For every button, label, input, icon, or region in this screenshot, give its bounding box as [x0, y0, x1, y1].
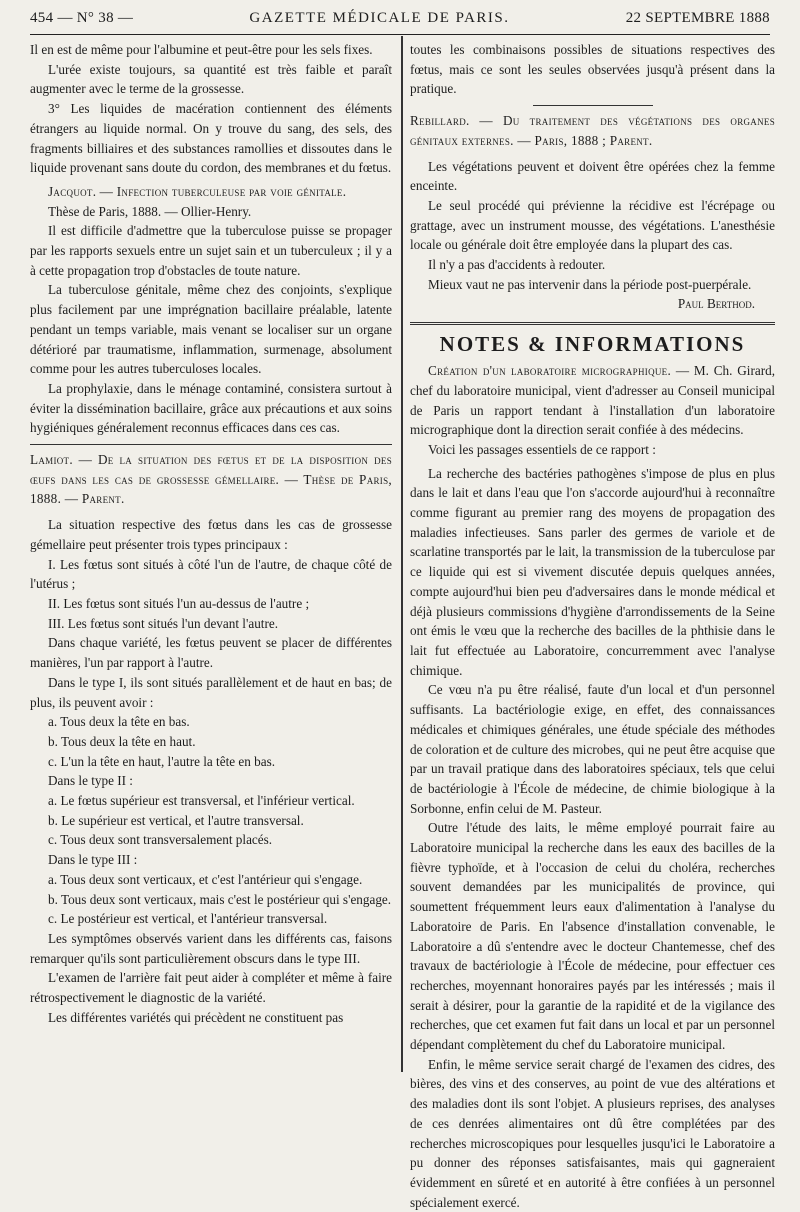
column-divider	[401, 36, 403, 1072]
article-author: Rebillard.	[410, 113, 470, 129]
list-item: c. L'un la tête en haut, l'autre la tête en bas.	[48, 753, 276, 769]
paragraph: Enfin, le même service serait chargé de l'examen des cidres, des bières, des vins et des conserves, au point de vue des altérations et des maladies dont ils sont l'objet. A plusieurs reprises, des analyses de ces denrées alimentaires ont dû être complétées par des recherches microscopiques pour lesquelles jusqu'ici le Laboratoire a pu donner des réponses satisfaisantes, mais qui gagneraient évidemment en sûreté et en autorité à être confiées à un personnel spécialement exercé.	[410, 1056, 775, 1210]
note-heading-paragraph	[410, 361, 775, 440]
section-title: NOTES & INFORMATIONS	[439, 332, 746, 357]
article-heading	[30, 450, 392, 509]
list-item: b. Le supérieur est vertical, et l'autre transversal.	[48, 812, 304, 828]
section-rule	[30, 444, 392, 445]
note-heading: Création d'un laboratoire micrographique.	[428, 363, 672, 379]
paragraph: L'urée existe toujours, sa quantité est très faible et paraît augmenter avec le terme de la grossesse.	[30, 61, 392, 97]
article-heading	[410, 111, 775, 150]
article-title: — De la situation des fœtus et de la disposition des œufs dans les cas de grossesse gémellaire. — Thèse de Paris, 1888. — Parent.	[30, 452, 393, 507]
page-number: 454 — N° 38 —	[30, 10, 134, 26]
article-author: Lamiot.	[30, 452, 73, 468]
paragraph: Les végétations peuvent et doivent être opérées chez la femme enceinte.	[410, 158, 775, 194]
paragraph: 3° Les liquides de macération contiennent des éléments étrangers au liquide normal. On y trouve du sang, des sels, des fragments billiaires et des substances ramollies et dissoutes dans le liquide provenant sans doute du cordon, des membranes et du fœtus.	[30, 101, 392, 176]
article-heading	[30, 182, 392, 202]
paragraph: Ce vœu n'a pu être réalisé, faute d'un local et d'un personnel suffisants. La bactériologie exige, en effet, des connaissances médicales et chimiques générales, une étude spéciale des méthodes de coloration et de culture des microbes, qui ne peut être acquise que par un travail pratique dans des laboratoires spéciaux, tels que celui de bactériologie à l'École de médecine, de chimie biologique à la Sorbonne, enfin celui de M. Pasteur.	[410, 682, 775, 816]
paragraph: Il est difficile d'admettre que la tuberculose puisse se propager par les rapports sexuels entre un sujet sain et un tuberculeux ; il y a à cette propagation trop d'obstacles de toute nature.	[30, 223, 392, 278]
list-item: a. Tous deux la tête en bas.	[48, 714, 190, 730]
paragraph: Il n'y a pas d'accidents à redouter.	[428, 257, 606, 273]
list-item: III. Les fœtus sont situés l'un devant l'autre.	[48, 615, 278, 631]
list-item: b. Tous deux sont verticaux, mais c'est le postérieur qui s'engage.	[48, 891, 392, 907]
paragraph: Les différentes variétés qui précèdent ne constituent pas	[48, 1009, 344, 1025]
paragraph: Outre l'étude des laits, le même employé pourrait faire au Laboratoire municipal la recherche dans les eaux des bacilles de la fièvre typhoïde, et à l'occasion de celui du choléra, recherches souvent demandées par les municipalités de province, qui soumettent fréquemment leurs eaux d'alimentation à l'analyse du Laboratoire de Paris. En l'absence d'installation convenable, le Laboratoire a dû s'entendre avec le docteur Chantemesse, chef des travaux de bactériologie à l'École de médecine, pour effectuer ces recherches, moyennant honoraires payés par les intéressés ; mais il serait à désirer, pour la garantie de la rapidité et de la vigilance des recherches, que cet examen fut fait dans un local et par un personnel dépendant complètement du chef du Laboratoire municipal.	[410, 820, 775, 1053]
page-header	[30, 10, 770, 32]
left-column	[30, 40, 392, 1070]
note-text: — M. Ch. Girard, chef du laboratoire municipal, vient d'adresser au Conseil municipal de Paris un rapport tendant à l'installation d'un laboratoire micrographique dont la direction serait confiée à des médecins.	[410, 363, 775, 438]
list-item: c. Tous deux sont transversalement placés.	[48, 832, 273, 848]
right-column	[410, 40, 775, 1210]
article-title: — Infection tuberculeuse par voie génitale.	[99, 183, 347, 199]
paragraph: Dans chaque variété, les fœtus peuvent se placer de différentes manières, l'un par rapport à l'autre.	[30, 635, 392, 671]
article-source: Thèse de Paris, 1888. — Ollier-Henry.	[48, 203, 252, 219]
section-double-rule	[410, 322, 775, 325]
article-title: — Du traitement des végétations des organes génitaux externes. — Paris, 1888 ; Parent.	[410, 113, 775, 148]
list-item: c. Le postérieur est vertical, et l'antérieur transversal.	[48, 911, 328, 927]
list-item: a. Tous deux sont verticaux, et c'est l'antérieur qui s'engage.	[48, 871, 363, 887]
paragraph: Mieux vaut ne pas intervenir dans la période post-puerpérale.	[428, 276, 752, 292]
paragraph: Le seul procédé qui prévienne la récidive est l'écrépage ou grattage, avec un instrument mousse, des végétations. L'anesthésie locale ou générale doit être employée dans la plupart des cas.	[410, 197, 775, 253]
list-item: b. Tous deux la tête en haut.	[48, 733, 196, 749]
paragraph: La tuberculose génitale, même chez des conjoints, s'explique plus facilement par une imprégnation bacillaire préalable, latente pendant un temps variable, mais venant se localiser sur un organe détérioré par traumatisme, inflammation, surmenage, absolument comme pour les autres tuberculoses locales.	[30, 282, 392, 377]
paragraph: La situation respective des fœtus dans les cas de grossesse gémellaire peut présenter trois types principaux :	[30, 517, 392, 552]
paragraph: La recherche des bactéries pathogènes s'impose de plus en plus dans le lait et dans l'eau que l'on s'accorde aujourd'hui à reconnaître comme figurant au premier rang des moyens de propagation des maladies infectieuses. Sans parler des germes de variole et de scarlatine transportés par le lait, la transmission de la tuberculose par ce liquide qui est si vivement discutée depuis quelques années, compte aujourd'hui bien peu d'adversaires dans le monde médical et déjà plusieurs commissions d'hygiène d'arrondissements de la Seine ont émis le vœu que la recherche des bacilles de la phthisie dans le lait fut effectuée au Laboratoire, concurremment avec l'analyse chimique.	[410, 465, 775, 678]
paragraph: Dans le type III :	[48, 852, 138, 868]
list-item: I. Les fœtus sont situés à côté l'un de l'autre, de chaque côté de l'utérus ;	[30, 556, 392, 592]
list-item: II. Les fœtus sont situés l'un au-dessus de l'autre ;	[48, 595, 310, 611]
paragraph: Il en est de même pour l'albumine et peut-être pour les sels fixes.	[30, 42, 373, 57]
article-author: Jacquot.	[48, 183, 97, 199]
section-rule	[533, 105, 653, 106]
signature: Paul Berthod.	[677, 296, 755, 312]
header-rule	[30, 34, 770, 35]
paragraph: Voici les passages essentiels de ce rapport :	[428, 441, 656, 457]
paragraph: Dans le type II :	[48, 773, 133, 789]
issue-date: 22 SEPTEMBRE 1888	[625, 10, 770, 26]
paragraph: toutes les combinaisons possibles de situations respectives des fœtus, mais ce sont les seules observées jusqu'à présent dans la pratique.	[410, 42, 775, 97]
paragraph: La prophylaxie, dans le ménage contaminé, consistera surtout à éviter la dissémination bacillaire, grâce aux précautions et aux soins hygiéniques généralement reconnus efficaces dans ces cas.	[30, 380, 392, 436]
paragraph: L'examen de l'arrière fait peut aider à compléter et même à faire rétrospectivement le diagnostic de la variété.	[30, 970, 392, 1006]
paragraph: Les symptômes observés varient dans les différents cas, faisons remarquer qu'ils sont particulièrement obscurs dans le type III.	[30, 930, 392, 966]
list-item: a. Le fœtus supérieur est transversal, et l'inférieur vertical.	[48, 793, 355, 809]
paragraph: Dans le type I, ils sont situés parallèlement et de haut en bas; de plus, ils peuvent avoir :	[30, 674, 392, 710]
journal-title: GAZETTE MÉDICALE DE PARIS.	[249, 10, 510, 26]
